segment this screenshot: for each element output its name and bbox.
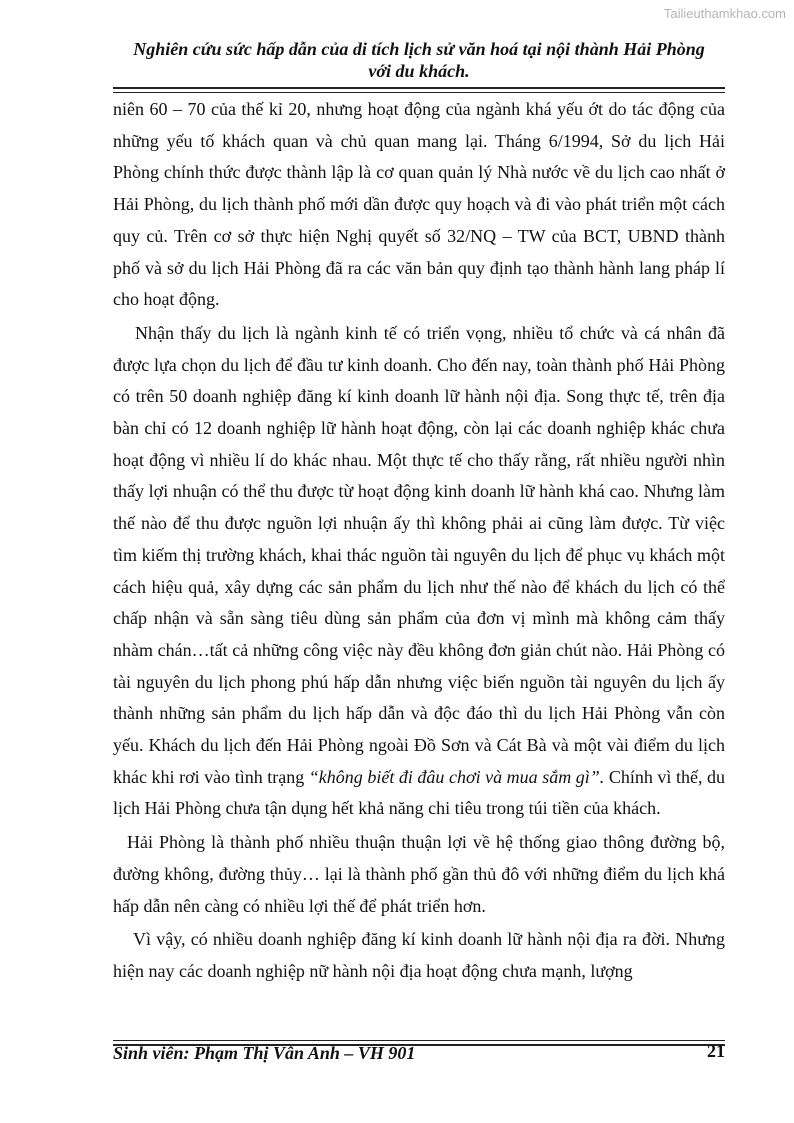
page-header bbox=[113, 38, 725, 82]
page-number: 21 bbox=[707, 1041, 725, 1061]
body-text bbox=[113, 94, 725, 988]
paragraph-2-text-b: Chính vì thế, du lịch Hải Phòng chưa tận dụng hết khả năng chi tiêu trong túi tiền của khách. bbox=[113, 766, 726, 819]
header-title-line-1: Nghiên cứu sức hấp dẫn của di tích lịch sử văn hoá tại nội thành Hải Phòng bbox=[133, 39, 705, 59]
watermark: Tailieuthamkhao.com bbox=[663, 6, 786, 21]
paragraph-4: Vì vậy, có nhiều doanh nghiệp đăng kí kinh doanh lữ hành nội địa ra đời. Nhưng hiện nay các doanh nghiệp nữ hành nội địa hoạt động chưa mạnh, lượng bbox=[113, 929, 725, 981]
header-rule-thick bbox=[113, 87, 725, 89]
paragraph-2 bbox=[113, 318, 725, 825]
header-title-line-2: với du khách. bbox=[368, 61, 470, 81]
paragraph-2-quote: “không biết đi đâu chơi và mua sắm gì”. bbox=[308, 766, 605, 787]
paragraph-2-text-a: Nhận thấy du lịch là ngành kinh tế có triển vọng, nhiều tổ chức và cá nhân đã được lựa chọn du lịch để đầu tư kinh doanh. Cho đến nay, toàn thành phố Hải Phòng có trên 50 doanh nghiệp đăng kí kinh doanh lữ hành nội địa. Song thực tế, trên địa bàn chỉ có 12 doanh nghiệp lữ hành hoạt động, còn lại các doanh nghiệp khác chưa hoạt động vì nhiều lí do khác nhau. Một thực tế cho thấy rằng, rất nhiều người nhìn thấy lợi nhuận có thể thu được từ hoạt động kinh doanh lữ hành khá cao. Nhưng làm thế nào để thu được nguồn lợi nhuận ấy thì không phải ai cũng làm được. Từ việc tìm kiếm thị trường khách, khai thác nguồn tài nguyên du lịch để phục vụ khách một cách hiệu quả, xây dựng các sản phẩm du lịch như thế nào để khách du lịch có thể chấp nhận và sẵn sàng tiêu dùng sản phẩm của đơn vị mình mà không cảm thấy nhàm chán…tất cả những công việc này đều không đơn giản chút nào. Hải Phòng có tài nguyên du lịch phong phú hấp dẫn nhưng việc biến nguồn tài nguyên du lịch ấy thành những sản phẩm du lịch hấp dẫn và độc đáo thì du lịch Hải Phòng vẫn còn yếu. Khách du lịch đến Hải Phòng ngoài Đồ Sơn và Cát Bà và một vài điểm du lịch khác khi rơi vào tình trạng bbox=[113, 322, 725, 787]
footer-author: Sinh viên: Phạm Thị Vân Anh – VH 901 bbox=[113, 1043, 416, 1063]
header-rule-thin bbox=[113, 92, 725, 93]
paragraph-3: Hải Phòng là thành phố nhiều thuận thuận lợi về hệ thống giao thông đường bộ, đường không, đường thủy… lại là thành phố gần thủ đô với những điểm du lịch khá hấp dẫn nên càng có nhiều lợi thế để phát triển hơn. bbox=[113, 832, 725, 916]
paragraph-1: niên 60 – 70 của thế kỉ 20, nhưng hoạt động của ngành khá yếu ớt do tác động của những yếu tố khách quan và chủ quan mang lại. Tháng 6/1994, Sở du lịch Hải Phòng chính thức được thành lập là cơ quan quản lý Nhà nước về du lịch cao nhất ở Hải Phòng, du lịch thành phố mới dần được quy hoạch và đi vào phát triển một cách quy củ. Trên cơ sở thực hiện Nghị quyết số 32/NQ – TW của BCT, UBND thành phố và sở du lịch Hải Phòng đã ra các văn bản quy định tạo thành hành lang pháp lí cho hoạt động. bbox=[113, 99, 725, 310]
footer-rule-thin bbox=[113, 1040, 725, 1041]
